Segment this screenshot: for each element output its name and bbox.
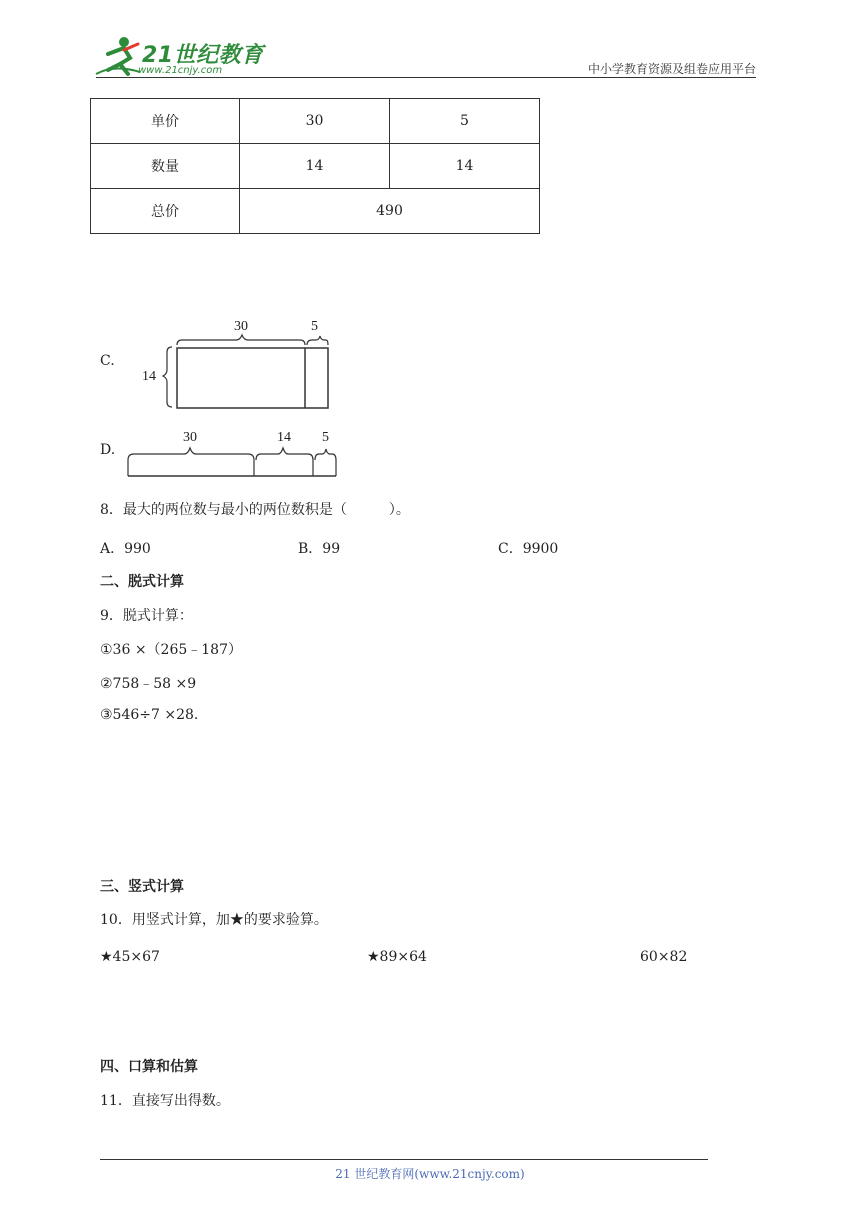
table-cell: 5: [390, 99, 540, 144]
q8-option-c: C．9900: [498, 541, 559, 557]
brace-d-c: [315, 449, 336, 460]
runner-logo-icon: [94, 34, 144, 78]
q8-option-b: B．99: [298, 541, 341, 557]
table-cell-label: 数量: [91, 144, 240, 189]
question-8: 8．最大的两位数与最小的两位数积是（ ）。: [100, 502, 410, 518]
option-d-diagram: [120, 424, 350, 484]
table-row: [91, 144, 540, 189]
q8-option-a: A．990: [100, 541, 151, 557]
logo-url-text: www.21cnjy.com: [138, 65, 223, 76]
brace-top-b: [307, 336, 328, 345]
table-cell-label: 总价: [91, 189, 240, 234]
table-row: [91, 189, 540, 234]
table-cell: 14: [390, 144, 540, 189]
table-cell: 30: [240, 99, 390, 144]
footer-text: 21 世纪教育网(www.21cnjy.com): [335, 1167, 525, 1181]
option-c-label: C.: [100, 353, 115, 369]
diagram-d-c: 5: [322, 430, 329, 445]
site-title: 中小学教育资源及组卷应用平台: [587, 62, 756, 76]
diagram-d-b: 14: [277, 430, 291, 445]
brace-d-b: [256, 448, 313, 460]
brace-d-a: [128, 448, 254, 460]
header-divider: [96, 77, 756, 78]
option-c-diagram: [130, 310, 350, 420]
table-row: [91, 99, 540, 144]
question-9: 9．脱式计算：: [100, 608, 193, 624]
q10-item-1: ★45×67: [100, 949, 160, 965]
table-cell-label: 单价: [91, 99, 240, 144]
q10-item-2: ★89×64: [367, 949, 427, 965]
option-d-label: D.: [100, 442, 116, 458]
q9-item-2: ②758﹣58 ×9: [100, 676, 197, 692]
diagram-c-width-b: 5: [311, 319, 318, 334]
brace-top-a: [177, 335, 305, 345]
logo-brand-text: 21世纪教育: [142, 43, 264, 68]
table-cell-total: 490: [240, 189, 540, 234]
diagram-c-width-a: 30: [234, 319, 248, 334]
section-4-title: 四、口算和估算: [100, 1059, 198, 1075]
footer-divider: [100, 1159, 708, 1160]
section-3-title: 三、竖式计算: [100, 879, 184, 895]
table-cell: 14: [240, 144, 390, 189]
section-2-title: 二、脱式计算: [100, 574, 184, 590]
question-11: 11．直接写出得数。: [100, 1093, 230, 1109]
price-table: [90, 98, 540, 234]
q9-item-1: ①36 ×（265﹣187）: [100, 642, 242, 658]
brace-side: [163, 347, 172, 407]
site-logo: [94, 34, 264, 78]
diagram-d-a: 30: [183, 430, 197, 445]
question-10: 10．用竖式计算，加★的要求验算。: [100, 912, 328, 928]
q10-item-3: 60×82: [640, 949, 688, 965]
q9-item-3: ③546÷7 ×28.: [100, 707, 199, 723]
diagram-c-height: 14: [142, 369, 156, 384]
